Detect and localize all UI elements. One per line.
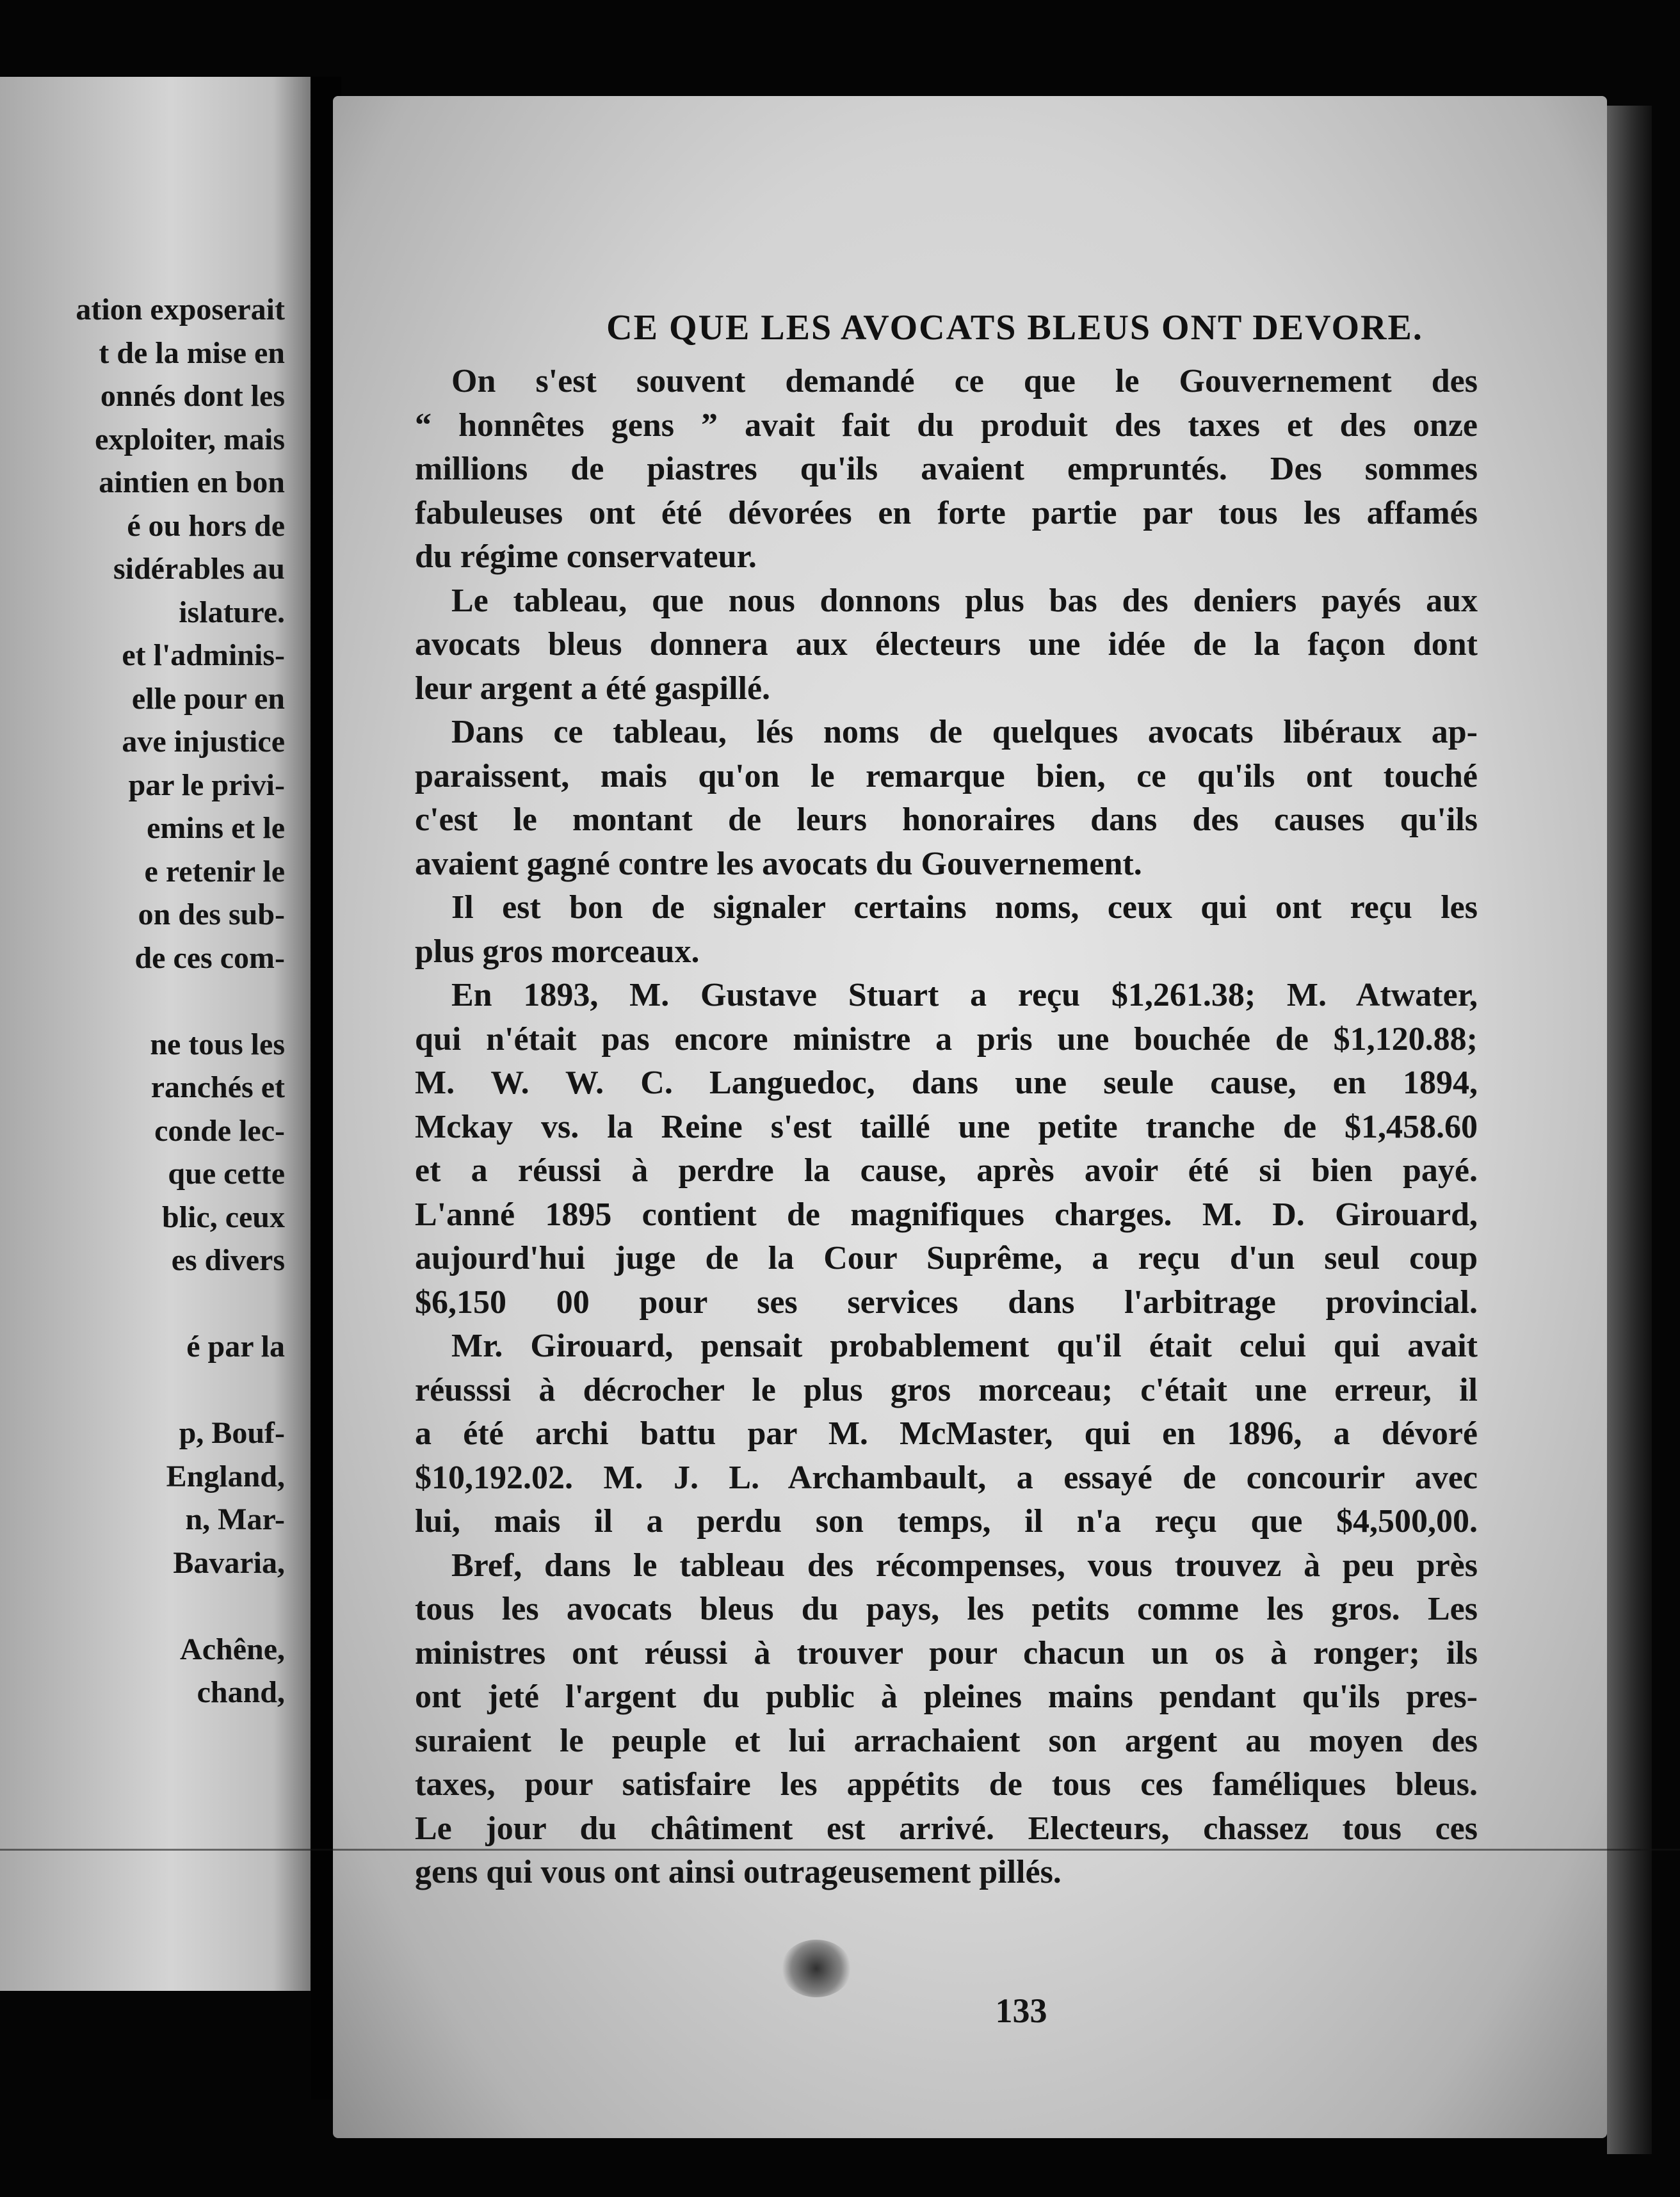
left-page-line: exploiter, mais (95, 422, 285, 456)
body-line: fabuleuses ont été dévorées en forte partie par tous les affamés (415, 494, 1478, 531)
body-line: $6,150 00 pour ses services dans l'arbitrage provincial. (415, 1284, 1478, 1321)
left-page-line: t de la mise en (99, 335, 285, 370)
left-page-line: é ou hors de (127, 508, 285, 543)
body-line: leur argent a été gaspillé. (415, 670, 771, 707)
body-line: ministres ont réussi à trouver pour chacun un os à ronger; ils (415, 1634, 1478, 1671)
body-line: réusssi à décrocher le plus gros morceau; c'était une erreur, il (415, 1371, 1478, 1408)
body-line: L'anné 1895 contient de magnifiques charges. M. D. Girouard, (415, 1196, 1478, 1233)
body-line: Mr. Girouard, pensait probablement qu'il était celui qui avait (451, 1328, 1478, 1364)
body-line: suraient le peuple et lui arrachaient son argent au moyen des (415, 1722, 1478, 1759)
body-line: taxes, pour satisfaire les appétits de tous ces faméliques bleus. (415, 1766, 1478, 1803)
left-page-line: ave injustice (122, 725, 285, 759)
body-line: On s'est souvent demandé ce que le Gouvernement des (451, 363, 1478, 399)
left-page-line: elle pour en (131, 681, 285, 716)
body-line: gens qui vous ont ainsi outrageusement pillés. (415, 1854, 1062, 1890)
left-page-line: de ces com- (134, 940, 285, 975)
left-page-line: onnés dont les (100, 379, 285, 413)
body-line: paraissent, mais qu'on le remarque bien, ce qu'ils ont touché (415, 757, 1478, 794)
body-line: Bref, dans le tableau des récompenses, vous trouvez à peu près (451, 1547, 1478, 1584)
body-line: $10,192.02. M. J. L. Archambault, a essayé de concourir avec (415, 1459, 1478, 1496)
left-page-line: ation exposerait (76, 293, 285, 326)
body-line: qui n'était pas encore ministre a pris une bouchée de $1,120.88; (415, 1020, 1478, 1058)
left-page-line: ne tous les (150, 1027, 285, 1061)
body-line: “ honnêtes gens ” avait fait du produit des taxes et des onze (415, 406, 1478, 444)
left-page-line: e retenir le (144, 854, 285, 889)
body-line: plus gros morceaux. (415, 933, 700, 970)
body-line: avaient gagné contre les avocats du Gouvernement. (415, 845, 1142, 882)
left-page-line: par le privi- (128, 768, 285, 802)
left-page-line: sidérables au (113, 552, 285, 586)
left-page-line: emins et le (147, 811, 285, 845)
left-page-line: é par la (186, 1330, 285, 1364)
body-line: et a réussi à perdre la cause, après avoir été si bien payé. (415, 1152, 1478, 1189)
left-page-line: p, Bouf- (179, 1416, 285, 1450)
ink-blot (781, 1940, 852, 1997)
left-page-line: England, (166, 1459, 285, 1493)
body-line: Dans ce tableau, lés noms de quelques avocats libéraux ap- (451, 714, 1478, 750)
body-line: aujourd'hui juge de la Cour Suprême, a reçu d'un seul coup (415, 1240, 1478, 1276)
left-page (0, 77, 311, 1991)
body-line: tous les avocats bleus du pays, les petits comme les gros. Les (415, 1591, 1478, 1627)
page-number: 133 (995, 1992, 1047, 2030)
body-line: lui, mais il a perdu son temps, il n'a reçu que $4,500,00. (415, 1503, 1478, 1540)
right-page (333, 96, 1607, 2138)
left-page-line: et l'adminis- (122, 638, 285, 672)
page-title: CE QUE LES AVOCATS BLEUS ONT DEVORE. (606, 308, 1423, 348)
scan-artifact-line (0, 1849, 1680, 1851)
body-line: du régime conservateur. (415, 538, 757, 575)
body-line: Le jour du châtiment est arrivé. Electeurs, chassez tous ces (415, 1810, 1478, 1847)
left-page-line: ranchés et (150, 1070, 285, 1104)
body-line: avocats bleus donnera aux électeurs une idée de la façon dont (415, 626, 1478, 663)
left-page-line: Achêne, (180, 1632, 285, 1666)
left-page-line: Bavaria, (173, 1545, 285, 1580)
body-line: Le tableau, que nous donnons plus bas des deniers payés aux (451, 582, 1478, 619)
body-line: a été archi battu par M. McMaster, qui en 1896, a dévoré (415, 1415, 1478, 1452)
left-page-line: chand, (197, 1675, 285, 1709)
body-line: millions de piastres qu'ils avaient empruntés. Des sommes (415, 451, 1478, 487)
body-line: c'est le montant de leurs honoraires dans des causes qu'ils (415, 801, 1478, 838)
left-page-line: on des sub- (138, 897, 285, 931)
left-page-line: aintien en bon (99, 465, 285, 499)
page-edge (1607, 106, 1652, 2154)
left-page-line: islature. (179, 595, 285, 629)
body-line: Il est bon de signaler certains noms, ceux qui ont reçu les (451, 889, 1478, 926)
body-line: M. W. W. C. Languedoc, dans une seule cause, en 1894, (415, 1065, 1478, 1101)
left-page-line: blic, ceux (162, 1200, 285, 1234)
body-line: ont jeté l'argent du public à pleines mains pendant qu'ils pres- (415, 1678, 1478, 1715)
left-page-line: que cette (168, 1157, 285, 1191)
left-page-line: es divers (171, 1243, 285, 1277)
left-page-line: conde lec- (154, 1113, 285, 1148)
body-line: Mckay vs. la Reine s'est taillé une petite tranche de $1,458.60 (415, 1108, 1478, 1145)
body-line: En 1893, M. Gustave Stuart a reçu $1,261.38; M. Atwater, (451, 977, 1478, 1013)
left-page-line: n, Mar- (185, 1502, 285, 1536)
